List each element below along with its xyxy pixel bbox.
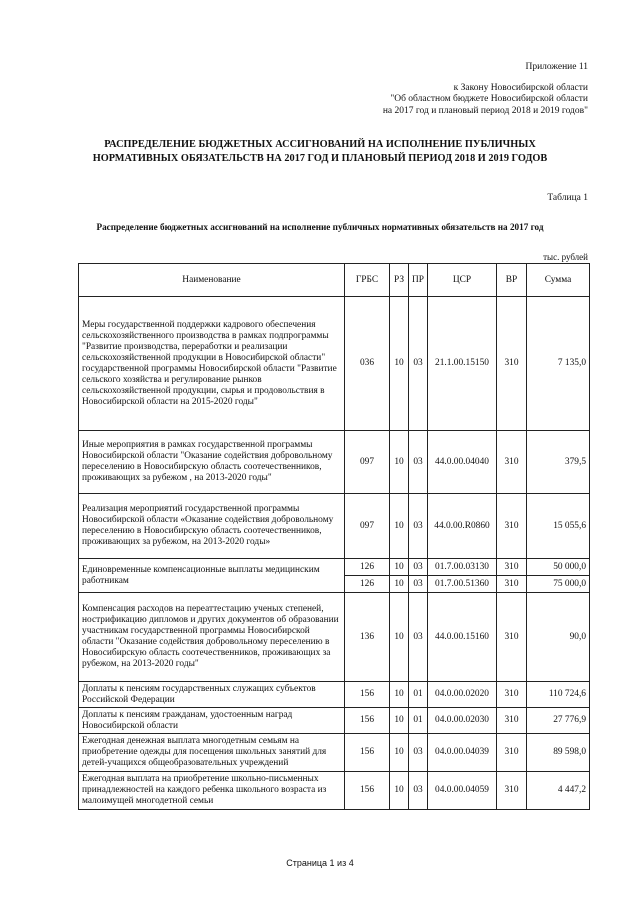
row-pr: 01 [409,682,428,708]
row-grbs: 126 [345,576,390,593]
document-title [60,138,580,165]
title-line: НОРМАТИВНЫХ ОБЯЗАТЕЛЬСТВ НА 2017 ГОД И ПЛАНОВЫЙ ПЕРИОД 2018 И 2019 ГОДОВ [92,152,548,164]
row-pr: 03 [409,576,428,593]
row-grbs: 097 [345,494,390,559]
page-footer: Страница 1 из 4 [286,858,354,868]
row-name: Реализация мероприятий государственной программы Новосибирской области «Оказание содействия добровольному переселению в Новосибирскую область соотечественников, проживающих за рубежом, на 2013-2020 годы» [79,494,345,559]
table-row [79,297,590,431]
row-rz: 10 [390,708,409,734]
row-name: Меры государственной поддержки кадрового обеспечения сельскохозяйственного производства в рамках подпрограммы "Развитие производства, переработки и реализации сельскохозяйственной продукции в Новосибирской области" государственной программы Новосибирской области "Развитие сельского хозяйства и регулирование рынков сельскохозяйственной продукции, сырья и продовольствия в Новосибирской области на 2015-2020 годы" [79,297,345,431]
row-name: Доплаты к пенсиям государственных служащих субъектов Российской Федерации [79,682,345,708]
row-csr: 44.0.00.15160 [428,593,497,682]
table-row [79,494,590,559]
row-name: Компенсация расходов на переаттестацию ученых степеней, нострификацию дипломов и других документов об образовании участникам государственной программы Новосибирской области "Оказание содействия добровольному переселению в Новосибирскую область соотечественников, проживающих за рубежом, на 2013-2020 годы" [79,593,345,682]
row-vr: 310 [497,708,527,734]
row-sum: 379,5 [527,431,590,494]
row-csr: 21.1.00.15150 [428,297,497,431]
row-rz: 10 [390,576,409,593]
row-sum: 15 055,6 [527,494,590,559]
table-row [79,708,590,734]
row-csr: 04.0.00.02030 [428,708,497,734]
table-number: Таблица 1 [547,193,588,203]
row-grbs: 156 [345,772,390,810]
row-pr: 03 [409,772,428,810]
row-grbs: 136 [345,593,390,682]
row-sum: 27 776,9 [527,708,590,734]
row-sum: 4 447,2 [527,772,590,810]
row-pr: 03 [409,559,428,576]
row-grbs: 036 [345,297,390,431]
row-csr: 01.7.00.03130 [428,559,497,576]
row-vr: 310 [497,734,527,772]
law-line: к Закону Новосибирской области [453,82,588,93]
row-sum: 75 000,0 [527,576,590,593]
table-row [79,734,590,772]
row-vr: 310 [497,593,527,682]
row-rz: 10 [390,431,409,494]
row-sum: 89 598,0 [527,734,590,772]
units-label: тыс. рублей [543,252,588,262]
row-rz: 10 [390,682,409,708]
row-grbs: 126 [345,559,390,576]
row-csr: 04.0.00.04059 [428,772,497,810]
table-row [79,431,590,494]
row-pr: 03 [409,593,428,682]
row-rz: 10 [390,593,409,682]
law-line: на 2017 год и плановый период 2018 и 2019 годов" [382,105,588,116]
table-caption: Распределение бюджетных ассигнований на исполнение публичных нормативных обязательств на 2017 год [96,222,544,232]
row-rz: 10 [390,494,409,559]
col-header-rz: РЗ [390,264,409,297]
law-line: "Об областном бюджете Новосибирской области [390,94,588,104]
row-pr: 01 [409,708,428,734]
row-pr: 03 [409,431,428,494]
title-line: РАСПРЕДЕЛЕНИЕ БЮДЖЕТНЫХ АССИГНОВАНИЙ НА ИСПОЛНЕНИЕ ПУБЛИЧНЫХ [104,139,536,150]
table-row [79,772,590,810]
row-csr: 04.0.00.04039 [428,734,497,772]
row-csr: 44.0.00.R0860 [428,494,497,559]
row-grbs: 156 [345,708,390,734]
appendix-title: Приложение 11 [525,62,588,72]
row-name: Ежегодная денежная выплата многодетным семьям на приобретение одежды для посещения школьных занятий для детей-учащихся общеобразовательных учреждений [79,734,345,772]
col-header-name: Наименование [79,264,345,297]
row-pr: 03 [409,297,428,431]
row-rz: 10 [390,297,409,431]
row-name: Ежегодная выплата на приобретение школьно-письменных принадлежностей на каждого ребенка школьного возраста из малоимущей многодетной семьи [79,772,345,810]
col-header-csr: ЦСР [428,264,497,297]
row-vr: 310 [497,576,527,593]
table-row [79,559,590,576]
row-rz: 10 [390,559,409,576]
row-vr: 310 [497,297,527,431]
row-grbs: 156 [345,682,390,708]
row-csr: 01.7.00.51360 [428,576,497,593]
row-grbs: 097 [345,431,390,494]
row-csr: 04.0.00.02020 [428,682,497,708]
col-header-vr: ВР [497,264,527,297]
col-header-grbs: ГРБС [345,264,390,297]
row-csr: 44.0.00.04040 [428,431,497,494]
row-grbs: 156 [345,734,390,772]
row-pr: 03 [409,494,428,559]
col-header-pr: ПР [409,264,428,297]
allocation-table [78,263,590,810]
row-sum: 90,0 [527,593,590,682]
row-name: Доплаты к пенсиям гражданам, удостоенным наград Новосибирской области [79,708,345,734]
row-vr: 310 [497,682,527,708]
col-header-sum: Сумма [527,264,590,297]
row-name: Единовременные компенсационные выплаты медицинским работникам [79,559,345,593]
row-rz: 10 [390,772,409,810]
table-header-row [79,264,590,297]
row-vr: 310 [497,494,527,559]
row-vr: 310 [497,431,527,494]
row-sum: 110 724,6 [527,682,590,708]
table-row [79,593,590,682]
row-vr: 310 [497,559,527,576]
appendix-header [383,62,588,117]
row-sum: 7 135,0 [527,297,590,431]
table-row [79,682,590,708]
row-pr: 03 [409,734,428,772]
row-vr: 310 [497,772,527,810]
row-sum: 50 000,0 [527,559,590,576]
row-rz: 10 [390,734,409,772]
row-name: Иные мероприятия в рамках государственной программы Новосибирской области "Оказание содействия добровольному переселению в Новосибирскую область соотечественников, проживающих за рубежом , на 2013-2020 годы" [79,431,345,494]
